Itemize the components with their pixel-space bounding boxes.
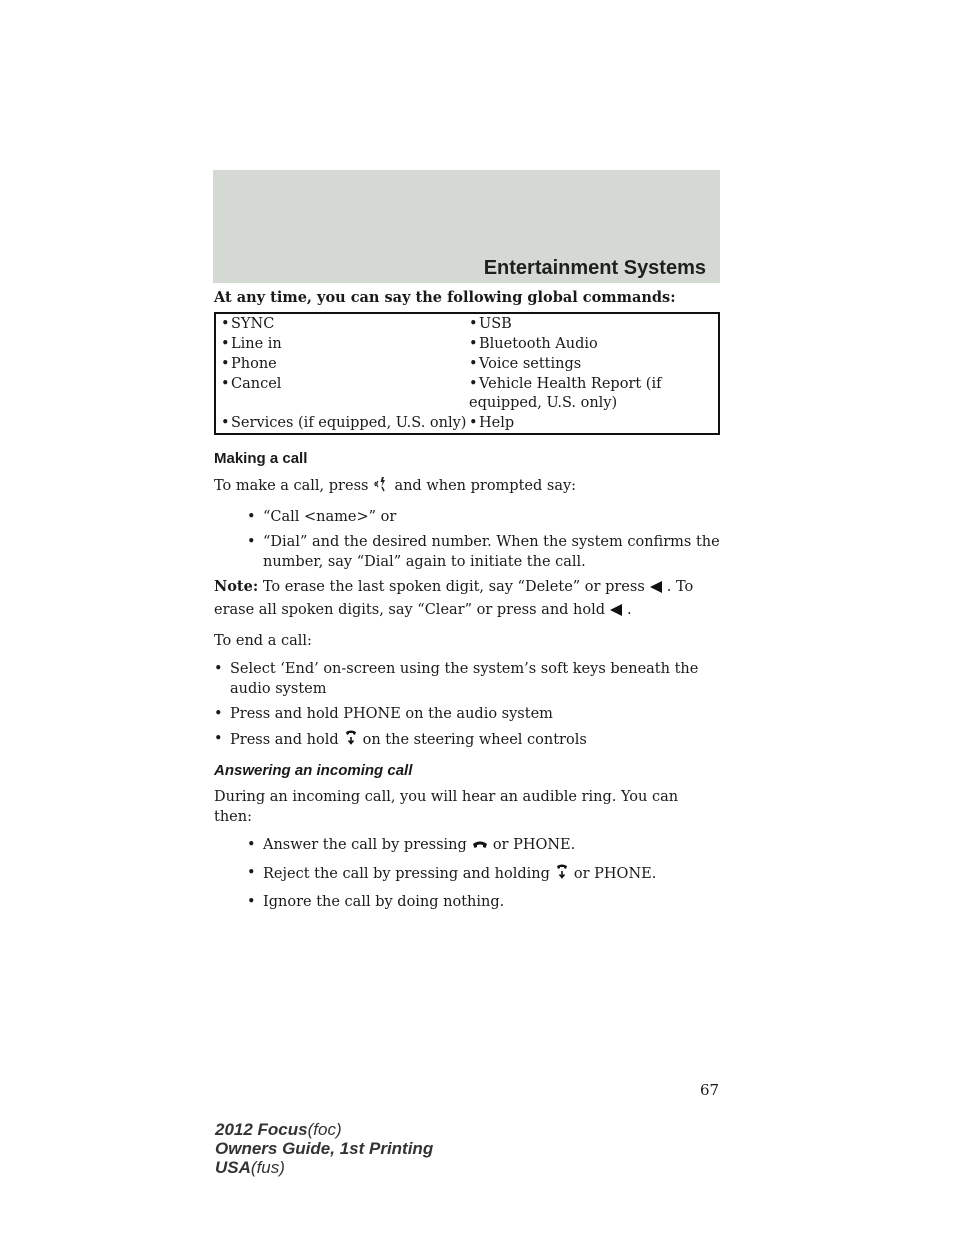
page-number: 67 [700,1081,720,1099]
list-item: • Press and hold PHONE on the audio system [214,706,553,722]
table-row [215,354,719,374]
command-cell: •Bluetooth Audio [469,336,598,352]
print-footer: 2012 Focus(foc) Owners Guide, 1st Printing USA(fus) [215,1120,434,1177]
list-item: • Ignore the call by doing nothing. [247,894,505,910]
command-cell: •SYNC [221,316,275,332]
phone-end-icon [343,729,359,753]
section-title: Entertainment Systems [483,257,706,279]
command-cell: •Services (if equipped, U.S. only) [221,415,467,431]
making-call-heading: Making a call [214,450,308,467]
back-arrow-icon [609,603,623,623]
voice-button-icon [372,475,390,499]
table-row [215,374,719,413]
page-content [214,288,720,917]
table-row [215,313,719,334]
command-cell: •Cancel [221,376,282,392]
section-header-band [213,170,720,283]
phone-end-icon [554,863,570,887]
global-commands-intro: At any time, you can say the following global commands: [214,289,676,306]
list-item: • Answer the call by pressing or PHONE. [247,835,720,858]
table-row [215,334,719,354]
incoming-options-list [214,835,720,912]
call-options-list [214,507,720,572]
phone-answer-icon [471,838,489,858]
end-call-list [214,659,720,753]
command-cell: •Phone [221,356,277,372]
command-cell: •USB [469,316,512,332]
list-item: • Reject the call by pressing and holding or PHONE. [247,863,720,887]
making-call-intro: To make a call, press and when prompted say: [214,475,720,499]
command-cell: •Voice settings [469,356,582,372]
end-call-intro: To end a call: [214,633,312,649]
global-commands-table [214,312,720,435]
command-cell: •Help [469,415,515,431]
list-item: • “Dial” and the desired number. When the system confirms the number, say “Dial” again to initiate the call. [247,534,720,570]
command-cell: •Vehicle Health Report (if equipped, U.S. only) [469,376,662,411]
list-item: • “Call <name>” or [247,509,397,525]
list-item: • Press and hold on the steering wheel controls [214,729,720,753]
command-cell: •Line in [221,336,282,352]
incoming-call-intro: During an incoming call, you will hear an audible ring. You can then: [214,789,679,825]
back-arrow-icon [649,580,663,600]
list-item: • Select ‘End’ on-screen using the system’s soft keys beneath the audio system [214,661,699,697]
table-row [215,413,719,434]
incoming-call-heading: Answering an incoming call [214,762,413,779]
note-paragraph: Note: To erase the last spoken digit, say “Delete” or press . To erase all spoken digits, say “Clear” or press and hold . [214,577,720,623]
